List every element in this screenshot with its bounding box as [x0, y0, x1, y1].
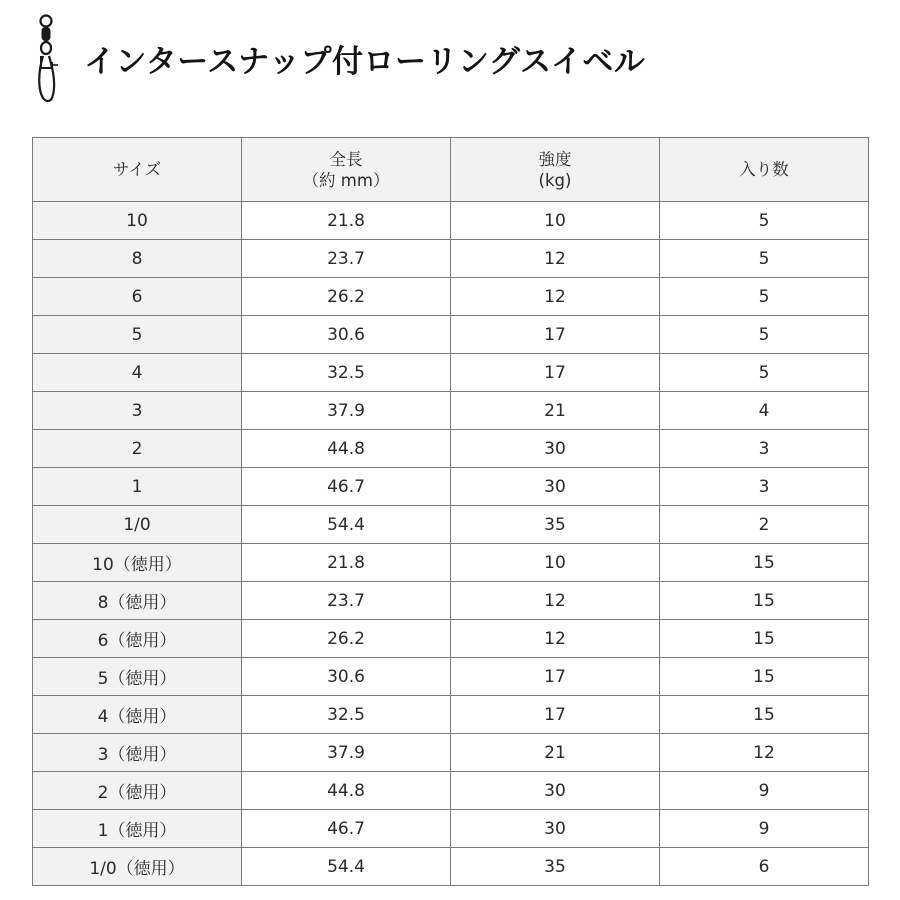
size-cell: 8: [33, 240, 242, 278]
size-cell: 1/0（徳用）: [33, 848, 242, 886]
length-cell: 44.8: [242, 430, 451, 468]
table-row: [33, 278, 869, 316]
table-row: [33, 772, 869, 810]
table-row: [33, 468, 869, 506]
length-cell: 30.6: [242, 658, 451, 696]
length-cell: 37.9: [242, 392, 451, 430]
strength-cell: 21: [451, 392, 660, 430]
count-cell: 5: [660, 316, 869, 354]
length-cell: 44.8: [242, 772, 451, 810]
header-strength-line1: 強度: [538, 149, 572, 169]
table-body: [33, 202, 869, 886]
header-length-line2: （約 mm）: [302, 170, 390, 190]
strength-cell: 30: [451, 772, 660, 810]
header-strength-line2: (kg): [538, 170, 572, 190]
size-cell: 4（徳用）: [33, 696, 242, 734]
table-row: [33, 582, 869, 620]
size-cell: 10: [33, 202, 242, 240]
strength-cell: 17: [451, 316, 660, 354]
size-cell: 1/0: [33, 506, 242, 544]
count-cell: 2: [660, 506, 869, 544]
strength-cell: 12: [451, 582, 660, 620]
strength-cell: 35: [451, 506, 660, 544]
header: [0, 0, 900, 120]
length-cell: 54.4: [242, 506, 451, 544]
header-count: [660, 138, 869, 202]
count-cell: 15: [660, 658, 869, 696]
table-row: [33, 240, 869, 278]
length-cell: 23.7: [242, 582, 451, 620]
size-cell: 3: [33, 392, 242, 430]
table-row: [33, 430, 869, 468]
count-cell: 15: [660, 620, 869, 658]
size-cell: 1: [33, 468, 242, 506]
count-cell: 3: [660, 430, 869, 468]
count-cell: 5: [660, 202, 869, 240]
table-row: [33, 202, 869, 240]
strength-cell: 30: [451, 810, 660, 848]
table-row: [33, 354, 869, 392]
count-cell: 12: [660, 734, 869, 772]
header-strength: [451, 138, 660, 202]
size-cell: 10（徳用）: [33, 544, 242, 582]
size-cell: 1（徳用）: [33, 810, 242, 848]
length-cell: 21.8: [242, 544, 451, 582]
count-cell: 15: [660, 582, 869, 620]
table-row: [33, 658, 869, 696]
rolling-swivel-snap-icon: [30, 12, 66, 108]
length-cell: 46.7: [242, 468, 451, 506]
table-row: [33, 316, 869, 354]
count-cell: 9: [660, 772, 869, 810]
size-cell: 8（徳用）: [33, 582, 242, 620]
length-cell: 21.8: [242, 202, 451, 240]
length-cell: 46.7: [242, 810, 451, 848]
strength-cell: 12: [451, 278, 660, 316]
page-title: インタースナップ付ローリングスイベル: [84, 44, 646, 80]
count-cell: 5: [660, 240, 869, 278]
table-row: [33, 696, 869, 734]
length-cell: 30.6: [242, 316, 451, 354]
strength-cell: 35: [451, 848, 660, 886]
header-size-line1: サイズ: [112, 160, 162, 179]
length-cell: 54.4: [242, 848, 451, 886]
table-row: [33, 810, 869, 848]
table-row: [33, 392, 869, 430]
size-cell: 6: [33, 278, 242, 316]
count-cell: 5: [660, 354, 869, 392]
strength-cell: 17: [451, 696, 660, 734]
size-cell: 3（徳用）: [33, 734, 242, 772]
length-cell: 23.7: [242, 240, 451, 278]
count-cell: 15: [660, 696, 869, 734]
count-cell: 5: [660, 278, 869, 316]
length-cell: 26.2: [242, 278, 451, 316]
table-row: [33, 848, 869, 886]
strength-cell: 21: [451, 734, 660, 772]
count-cell: 4: [660, 392, 869, 430]
size-cell: 5（徳用）: [33, 658, 242, 696]
size-cell: 6（徳用）: [33, 620, 242, 658]
header-size: [33, 138, 242, 202]
table-row: [33, 620, 869, 658]
strength-cell: 17: [451, 658, 660, 696]
table-row: [33, 506, 869, 544]
count-cell: 6: [660, 848, 869, 886]
count-cell: 15: [660, 544, 869, 582]
header-row: [33, 138, 869, 202]
spec-table: [32, 137, 869, 886]
size-cell: 2（徳用）: [33, 772, 242, 810]
table-row: [33, 734, 869, 772]
length-cell: 37.9: [242, 734, 451, 772]
strength-cell: 12: [451, 240, 660, 278]
strength-cell: 17: [451, 354, 660, 392]
length-cell: 26.2: [242, 620, 451, 658]
count-cell: 3: [660, 468, 869, 506]
strength-cell: 12: [451, 620, 660, 658]
size-cell: 5: [33, 316, 242, 354]
strength-cell: 10: [451, 544, 660, 582]
header-count-line1: 入り数: [739, 160, 789, 179]
table-header: [33, 138, 869, 202]
header-length: [242, 138, 451, 202]
strength-cell: 30: [451, 430, 660, 468]
count-cell: 9: [660, 810, 869, 848]
length-cell: 32.5: [242, 354, 451, 392]
size-cell: 4: [33, 354, 242, 392]
strength-cell: 10: [451, 202, 660, 240]
header-length-line1: 全長: [329, 149, 363, 169]
table-row: [33, 544, 869, 582]
length-cell: 32.5: [242, 696, 451, 734]
strength-cell: 30: [451, 468, 660, 506]
size-cell: 2: [33, 430, 242, 468]
